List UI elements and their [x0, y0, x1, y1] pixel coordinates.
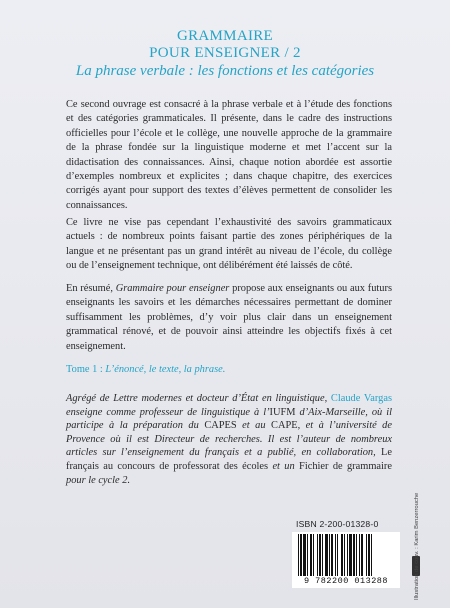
p3-lead: En résumé, [66, 283, 116, 294]
tome-label: Tome 1 : [66, 364, 106, 375]
bio-part7: pour le cycle 2. [66, 474, 131, 486]
bio-part1: Agrégé de Lettre modernes et docteur d’État en linguistique, [66, 393, 331, 404]
cover-credit: Illustration de couv. : Karim Benzerrouche [414, 492, 420, 600]
bio-part2: enseigne comme professeur de linguistique à l’ [66, 406, 270, 418]
barcode [292, 532, 400, 588]
bio-iufm: IUFM [269, 406, 296, 418]
barcode-bars [298, 534, 394, 576]
paragraph-3 [66, 282, 392, 354]
paragraph-1: Ce second ouvrage est consacré à la phrase verbale et à l’étude des fonctions et des catégories grammaticales. Il présente, dans le cadre des instructions officielles pour l’école et le collège, une nouvelle approche de la grammaire de la phrase fondée sur la linguistique moderne et met l’accent sur la didactisation des connaissances. Ainsi, chaque notion abordée est assortie d’exemples nombreux et explicites ; dans chaque chapitre, des exercices corrigés ayant pour support des textes d’élèves permettent de consolider les connaissances. [66, 99, 392, 211]
tome-title: L’énoncé, le texte, la phrase. [105, 364, 226, 375]
bio-part5: , et à l’université de Provence où il est Directeur de recherches. Il est l’auteur de nombreux articles sur l’enseignement du français et a publié, en collaboration, [66, 420, 392, 459]
title-line-2: POUR ENSEIGNER / 2 [149, 45, 301, 61]
title-line-1: GRAMMAIRE [176, 28, 274, 44]
subtitle: La phrase verbale : les fonctions et les catégories [75, 63, 375, 79]
barcode-digits: 9 782200 013288 [303, 576, 388, 586]
paragraph-2: Ce livre ne vise pas cependant l’exhaustivité des savoirs grammaticaux actuels : de nombreux points faisant partie des zones périphériques de la langue et ne présentant pas un grand intérêt au niveau de l’école, du collège ou de l’enseignement technique, ont délibérément été laissés de côté. [66, 217, 392, 272]
bio-book2: Fichier de grammaire [299, 460, 392, 472]
isbn: ISBN 2-200-01328-0 [296, 519, 379, 529]
bio-book1: Le français au concours de professorat des écoles [66, 447, 392, 472]
bio-part6: et un [268, 460, 300, 472]
tome-reference [66, 364, 225, 375]
bio-cape: CAPE [271, 420, 298, 432]
p3-book-title: Grammaire pour enseigner [115, 283, 230, 294]
bio-part4: et au [236, 420, 272, 432]
bio-part3: d’Aix-Marseille, où il participe à la préparation du [66, 406, 393, 432]
bio-capes: CAPES [204, 420, 237, 432]
author-name: Claude Vargas [330, 393, 392, 404]
author-bio [66, 392, 392, 487]
p3-rest: propose aux enseignants ou aux futurs enseignants les savoirs et les démarches nécessaires permettant de dominer suffisamment les problèmes, d’y voir plus clair dans un enseignement grammatical rénové, et de pouvoir ainsi atteindre les objectifs fixés à cet enseignement. [66, 283, 392, 352]
